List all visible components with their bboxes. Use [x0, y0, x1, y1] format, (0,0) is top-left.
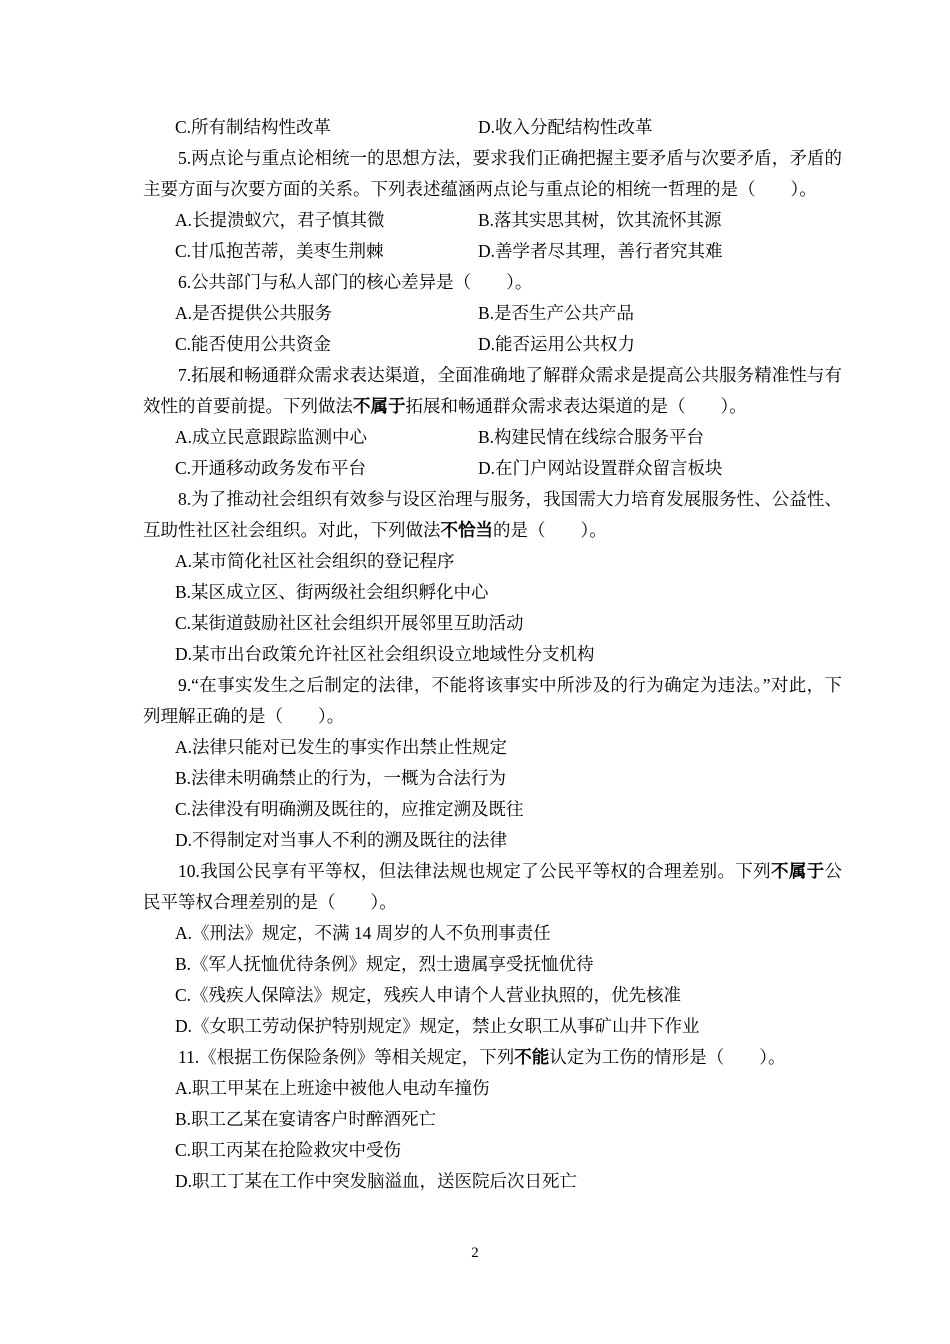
- q11-stem-post: 认定为工伤的情形是（ ）。: [549, 1047, 786, 1067]
- q11-option-c: C.职工丙某在抢险救灾中受伤: [175, 1140, 402, 1160]
- q11-option-b: B.职工乙某在宴请客户时醉酒死亡: [175, 1109, 437, 1129]
- q10-stem-bold: 不属于: [771, 861, 825, 881]
- q4-option-d: D.收入分配结构性改革: [478, 117, 653, 137]
- q6-option-a: A.是否提供公共服务: [175, 303, 333, 323]
- q10-option-d: D.《女职工劳动保护特别规定》规定，禁止女职工从事矿山井下作业: [175, 1016, 700, 1036]
- q5-option-row-cd: [143, 236, 842, 267]
- q5-option-d: D.善学者尽其理，善行者究其难: [478, 241, 723, 261]
- q10-option-c: C.《残疾人保障法》规定，残疾人申请个人营业执照的，优先核准: [175, 985, 682, 1005]
- q9-option-d: D.不得制定对当事人不利的溯及既往的法律: [175, 830, 508, 850]
- q7-stem-bold: 不属于: [353, 396, 406, 416]
- q8-option-b: B.某区成立区、街两级社会组织孵化中心: [175, 582, 489, 602]
- q5-option-b: B.落其实思其树，饮其流怀其源: [478, 210, 722, 230]
- q10-option-a: A.《刑法》规定，不满 14 周岁的人不负刑事责任: [175, 923, 551, 943]
- q9-stem: 9.“在事实发生之后制定的法律，不能将该事实中所涉及的行为确定为违法。”对此，下列理解正确的是（ ）。: [143, 675, 842, 726]
- q5-option-a: A.长提溃蚁穴，君子慎其微: [175, 210, 385, 230]
- q5-option-c: C.甘瓜抱苦蒂，美枣生荆棘: [175, 241, 384, 261]
- q10-stem-pre: 10.我国公民享有平等权，但法律法规也规定了公民平等权的合理差别。下列: [178, 861, 771, 881]
- q5-option-row-ab: [143, 205, 842, 236]
- q9-option-c: C.法律没有明确溯及既往的，应推定溯及既往: [175, 799, 524, 819]
- q11-stem-pre: 11.《根据工伤保险条例》等相关规定，下列: [178, 1047, 515, 1067]
- q11-option-a: A.职工甲某在上班途中被他人电动车撞伤: [175, 1078, 490, 1098]
- q8-stem-bold: 不恰当: [440, 520, 493, 540]
- q8-stem-post: 的是（ ）。: [493, 520, 607, 540]
- q7-option-d: D.在门户网站设置群众留言板块: [478, 458, 723, 478]
- page-content: [143, 112, 842, 1197]
- q7-stem-post: 拓展和畅通群众需求表达渠道的是（ ）。: [405, 396, 747, 416]
- q6-stem: 6.公共部门与私人部门的核心差异是（ ）。: [178, 272, 533, 292]
- q11-stem-bold: 不能: [514, 1047, 550, 1067]
- q6-option-b: B.是否生产公共产品: [478, 303, 635, 323]
- q8-stem-pre: 8.为了推动社会组织有效参与设区治理与服务，我国需大力培育发展服务性、公益性、互助性社区社会组织。对此，下列做法: [143, 489, 842, 540]
- q11-option-d: D.职工丁某在工作中突发脑溢血，送医院后次日死亡: [175, 1171, 578, 1191]
- q6-option-row-ab: [143, 298, 842, 329]
- q10-option-b: B.《军人抚恤优待条例》规定，烈士遗属享受抚恤优待: [175, 954, 594, 974]
- q8-option-c: C.某街道鼓励社区社会组织开展邻里互助活动: [175, 613, 524, 633]
- q7-option-row-ab: [143, 422, 842, 453]
- q8-stem: [143, 484, 842, 546]
- q7-option-row-cd: [143, 453, 842, 484]
- q8-option-a: A.某市简化社区社会组织的登记程序: [175, 551, 455, 571]
- q10-stem: [143, 856, 842, 918]
- q7-option-a: A.成立民意跟踪监测中心: [175, 427, 368, 447]
- q6-option-c: C.能否使用公共资金: [175, 334, 332, 354]
- q7-stem-pre: 7.拓展和畅通群众需求表达渠道，全面准确地了解群众需求是提高公共服务精准性与有效性的首要前提。下列做法: [143, 365, 842, 416]
- q4-option-row: [143, 112, 842, 143]
- q9-option-b: B.法律未明确禁止的行为，一概为合法行为: [175, 768, 507, 788]
- q7-option-b: B.构建民情在线综合服务平台: [478, 427, 705, 447]
- q6-option-d: D.能否运用公共权力: [478, 334, 636, 354]
- q5-stem: 5.两点论与重点论相统一的思想方法，要求我们正确把握主要矛盾与次要矛盾，矛盾的主要方面与次要方面的关系。下列表述蕴涵两点论与重点论的相统一哲理的是（ ）。: [143, 148, 842, 199]
- page-number: 2: [471, 1245, 479, 1261]
- q8-option-d: D.某市出台政策允许社区社会组织设立地域性分支机构: [175, 644, 595, 664]
- q7-stem: [143, 360, 842, 422]
- q10-stem-post: 公民平等权合理差别的是（ ）。: [143, 861, 843, 912]
- q4-option-c: C.所有制结构性改革: [175, 117, 332, 137]
- q6-option-row-cd: [143, 329, 842, 360]
- q7-option-c: C.开通移动政务发布平台: [175, 458, 367, 478]
- q11-stem: [143, 1042, 842, 1073]
- q9-option-a: A.法律只能对已发生的事实作出禁止性规定: [175, 737, 508, 757]
